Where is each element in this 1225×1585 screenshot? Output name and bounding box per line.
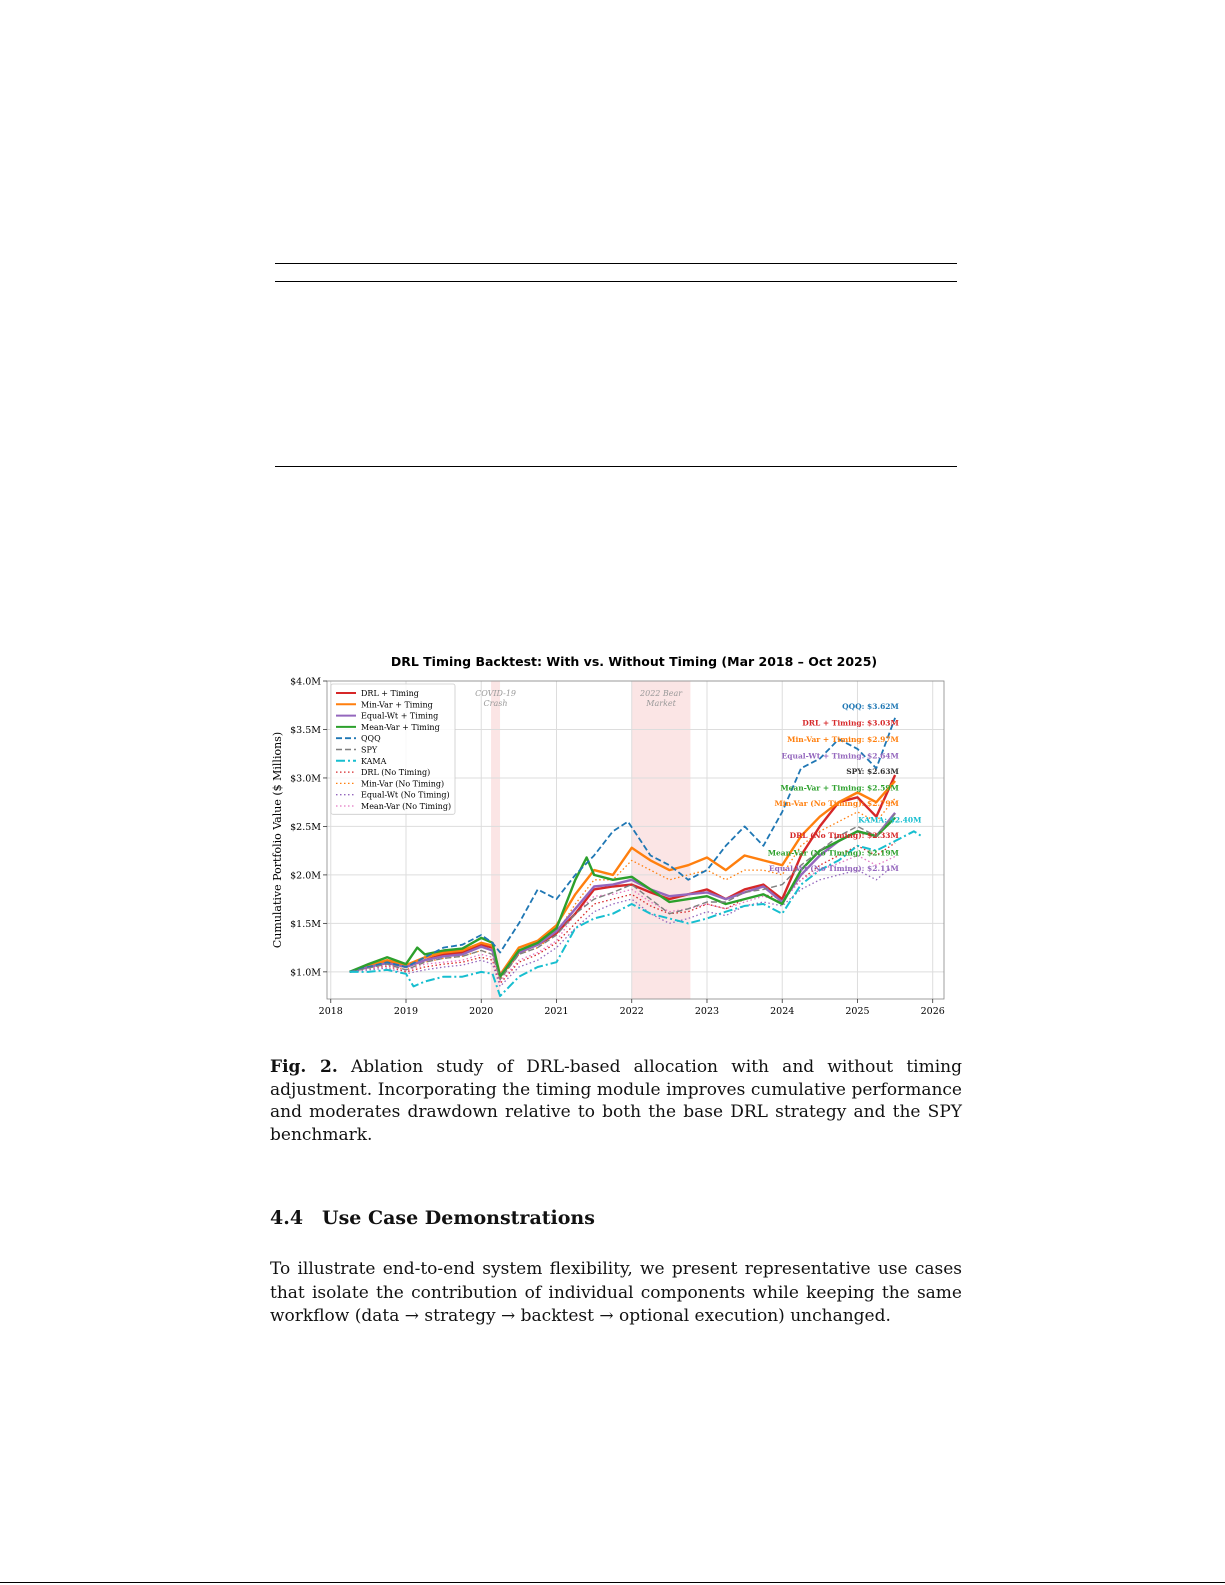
table-top-rule xyxy=(275,263,957,264)
end-value-annotation: Min-Var (No Timing): $2.79M xyxy=(774,799,899,809)
x-tick-label: 2018 xyxy=(318,1006,343,1017)
figure-caption-text: Ablation study of DRL-based allocation with and without timing adjustment. Incorporating the timing module improves cumulative performance and moderates drawdown relative to both the base DRL strategy and the SPY benchmark. xyxy=(270,1057,962,1145)
y-tick-label: $3.5M xyxy=(290,724,321,736)
end-value-annotation: SPY: $2.63M xyxy=(846,767,899,777)
legend-label: SPY xyxy=(361,745,378,755)
legend xyxy=(331,684,455,814)
y-axis-label: Cumulative Portfolio Value ($ Millions) xyxy=(271,731,284,949)
end-value-annotation: DRL (No Timing): $2.33M xyxy=(789,831,899,841)
legend-label: KAMA xyxy=(361,756,387,766)
end-value-annotation: Min-Var + Timing: $2.97M xyxy=(787,735,899,745)
y-tick-label: $2.0M xyxy=(290,870,321,882)
y-tick-label: $4.0M xyxy=(290,676,321,688)
end-value-annotation: KAMA: $2.40M xyxy=(858,815,922,825)
end-value-annotation: Equal-Wt + Timing: $2.64M xyxy=(781,751,899,761)
section-number: 4.4 xyxy=(270,1207,304,1229)
legend-label: DRL (No Timing) xyxy=(361,768,431,778)
figure-caption xyxy=(270,1056,962,1146)
legend-label: Equal-Wt (No Timing) xyxy=(361,790,450,800)
x-tick-label: 2020 xyxy=(469,1006,494,1017)
legend-label: Min-Var (No Timing) xyxy=(361,779,445,789)
y-tick-label: $1.5M xyxy=(290,918,321,930)
shaded-region-label: Market xyxy=(646,699,676,708)
series-line xyxy=(350,856,896,982)
section-heading xyxy=(270,1207,595,1229)
y-tick-label: $2.5M xyxy=(290,821,321,833)
line-chart xyxy=(268,655,968,1025)
legend-label: QQQ xyxy=(361,734,381,744)
shaded-region-label: Crash xyxy=(483,699,508,708)
end-value-annotation: DRL + Timing: $3.03M xyxy=(802,718,899,728)
end-value-annotation: Mean-Var + Timing: $2.59M xyxy=(780,783,899,793)
legend-label: Min-Var + Timing xyxy=(361,700,433,710)
shaded-region-label: 2022 Bear xyxy=(640,689,683,698)
x-tick-label: 2026 xyxy=(920,1006,945,1017)
x-tick-label: 2025 xyxy=(845,1006,870,1017)
end-value-annotation: Equal-Wt (No Timing): $2.11M xyxy=(768,864,899,874)
section-title: Use Case Demonstrations xyxy=(322,1207,595,1229)
page-bottom-rule xyxy=(0,1582,1225,1583)
x-tick-label: 2023 xyxy=(694,1006,720,1017)
table-header-rule xyxy=(275,281,957,282)
chart-title: DRL Timing Backtest: With vs. Without Timing (Mar 2018 – Oct 2025) xyxy=(390,655,878,669)
section-paragraph xyxy=(270,1258,962,1329)
legend-label: Equal-Wt + Timing xyxy=(361,711,439,721)
end-value-annotation: QQQ: $3.62M xyxy=(842,702,899,712)
x-tick-label: 2019 xyxy=(393,1006,419,1017)
figure-label: Fig. 2. xyxy=(270,1057,338,1077)
y-tick-label: $3.0M xyxy=(290,773,321,785)
shaded-region-label: COVID-19 xyxy=(475,689,517,698)
end-value-annotation: Mean-Var (No Timing): $2.19M xyxy=(767,848,899,858)
table-bottom-rule xyxy=(275,466,957,467)
x-tick-label: 2021 xyxy=(544,1006,569,1017)
legend-label: Mean-Var (No Timing) xyxy=(361,802,452,811)
legend-label: Mean-Var + Timing xyxy=(361,722,440,732)
paragraph-line: workflow (data → strategy → backtest → optional execution) unchanged. xyxy=(270,1306,891,1326)
paragraph-line: that isolate the contribution of individual components while keeping the same xyxy=(270,1282,962,1303)
y-tick-label: $1.0M xyxy=(290,967,321,979)
x-tick-label: 2022 xyxy=(619,1006,644,1017)
x-tick-label: 2024 xyxy=(770,1006,795,1017)
legend-label: DRL + Timing xyxy=(361,689,419,698)
paragraph-line: To illustrate end-to-end system flexibility, we present representative use cases xyxy=(270,1259,962,1279)
